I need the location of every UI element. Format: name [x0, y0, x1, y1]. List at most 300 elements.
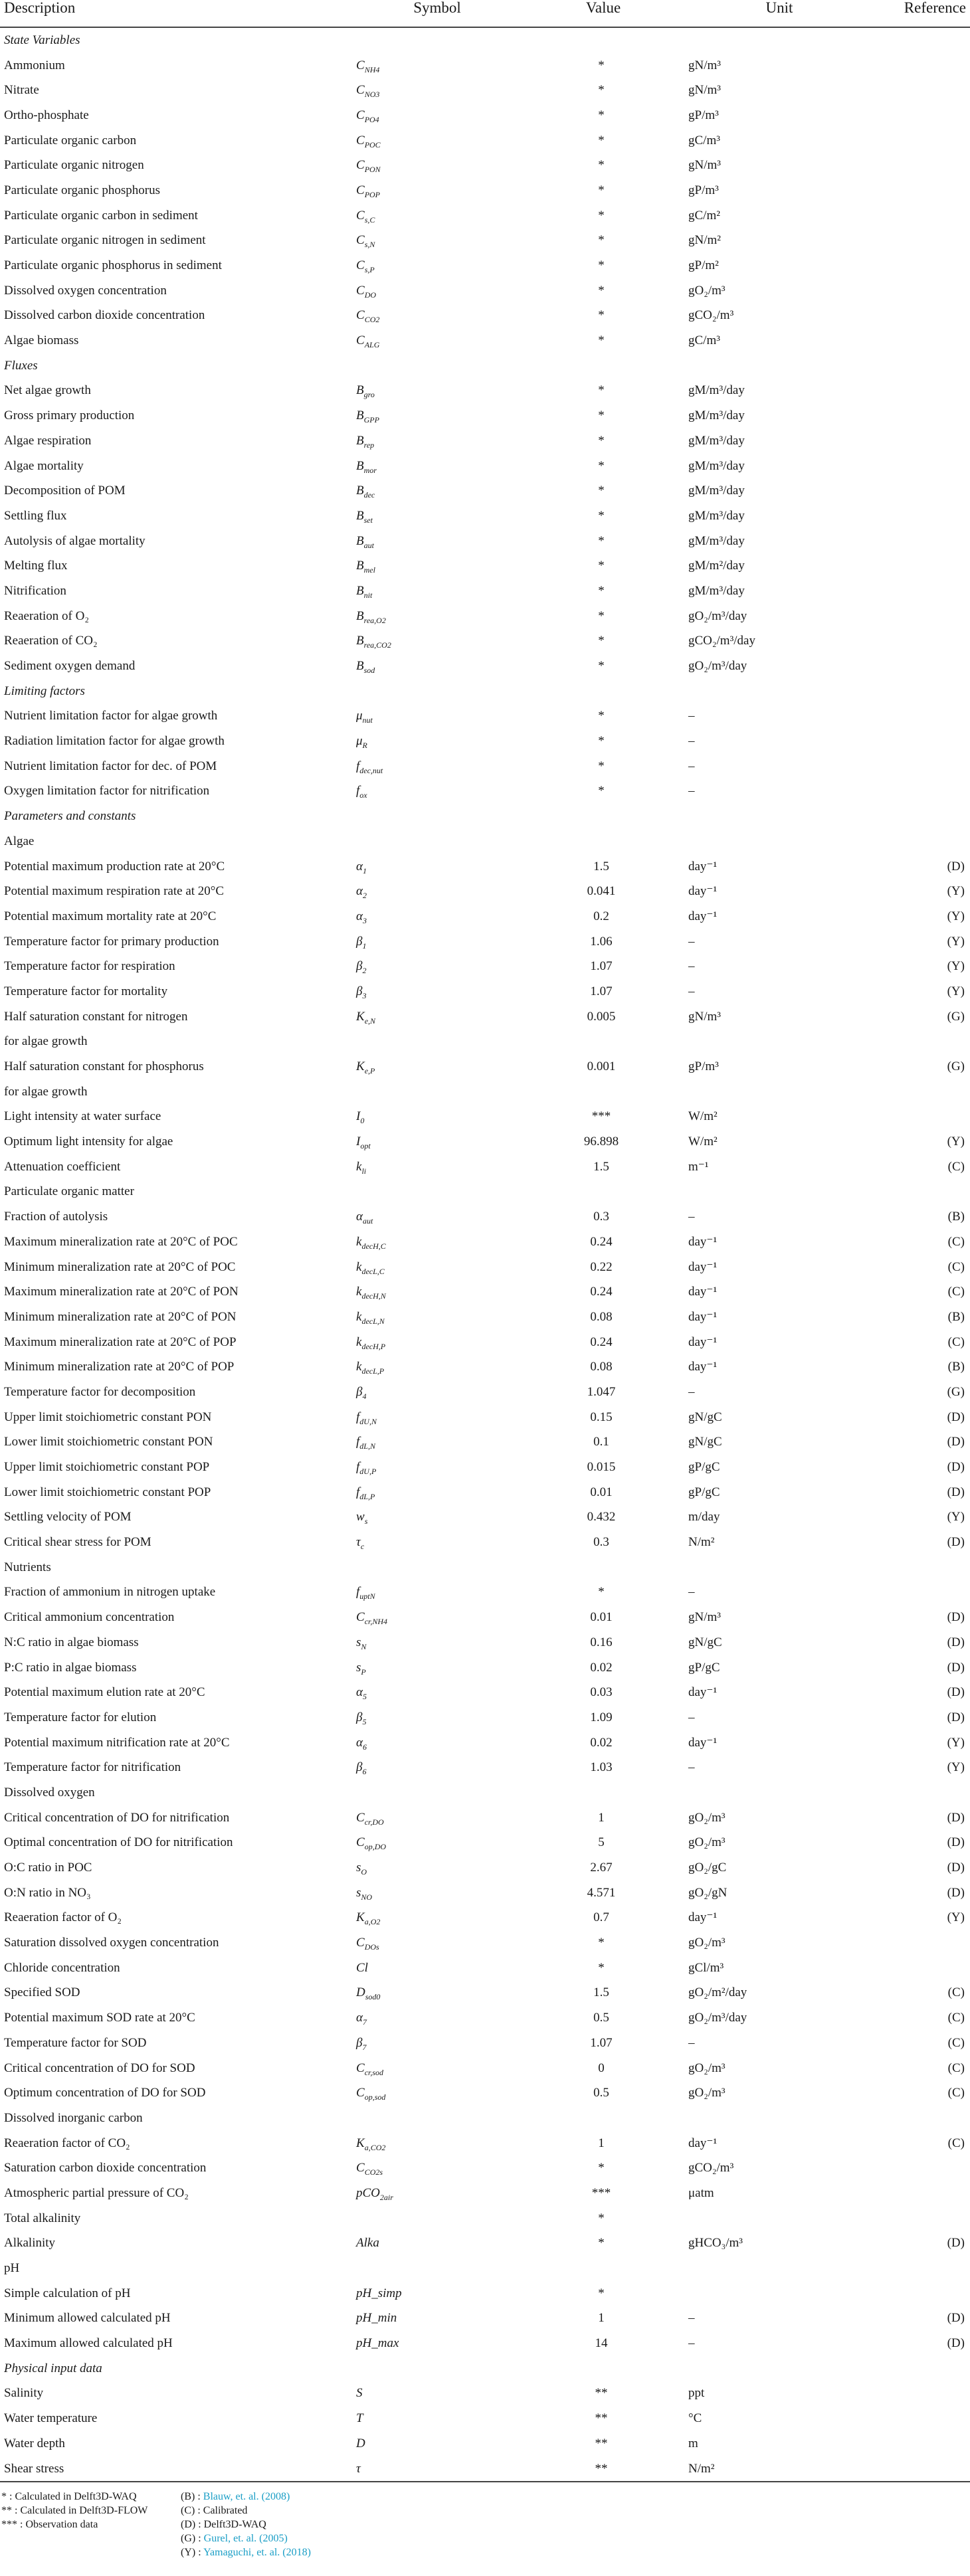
cell-symbol [352, 754, 518, 779]
cell-description: Maximum allowed calculated pH [4, 2336, 173, 2351]
cell-description: Upper limit stoichiometric constant PON [4, 1410, 212, 1424]
cell-symbol [352, 2080, 518, 2106]
cell-unit: gO₂/m³/day [688, 608, 747, 623]
symbol-subscript: 3 [362, 990, 367, 1000]
cell-description: Algae respiration [4, 433, 92, 448]
table-row [0, 829, 970, 854]
cell-unit: gCO₂/m³ [688, 2161, 734, 2175]
symbol-main: pH_min [356, 2311, 397, 2326]
cell-unit: gO₂/m²/day [688, 1985, 747, 2000]
cell-value: 0.041 [587, 884, 616, 899]
cell-description: Algae biomass [4, 333, 79, 348]
header-symbol: Symbol [352, 0, 518, 27]
header-value: Value [518, 0, 684, 27]
empty-cell [870, 829, 970, 854]
cell-unit: gCl/m³ [688, 1960, 724, 1975]
cell-value: 1.07 [590, 959, 613, 974]
cell-unit: – [688, 759, 695, 773]
cell-symbol [352, 1805, 518, 1831]
cell-value: 1 [598, 2136, 605, 2150]
table-row [0, 1154, 970, 1180]
cell-unit: gM/m³/day [688, 583, 745, 598]
cell-value: 1.03 [590, 1760, 613, 1775]
cell-reference [870, 504, 970, 529]
table-row [0, 1956, 970, 1981]
cell-description: Optimal concentration of DO for nitrification [4, 1835, 233, 1850]
cell-description: Water depth [4, 2436, 65, 2450]
cell-symbol [352, 178, 518, 203]
table-row [0, 1981, 970, 2006]
cell-reference: (D) [947, 1861, 965, 1875]
cell-reference [870, 2281, 970, 2306]
cell-unit [684, 2281, 870, 2306]
reference-link[interactable]: Blauw, et. al. (2008) [203, 2491, 290, 2502]
empty-cell [684, 27, 870, 53]
table-row [0, 1930, 970, 1956]
cell-symbol [352, 1505, 518, 1530]
symbol-subscript: sod [363, 665, 375, 675]
cell-description: Particulate organic nitrogen [4, 158, 144, 173]
reference-text: Calibrated [203, 2505, 248, 2516]
cell-value: * [598, 659, 605, 674]
empty-cell [352, 1079, 518, 1105]
cell-description: P:C ratio in algae biomass [4, 1660, 137, 1675]
cell-symbol [352, 278, 518, 304]
footnote-reference [181, 2545, 311, 2559]
cell-unit: gN/gC [688, 1410, 722, 1424]
cell-reference: (Y) [947, 934, 965, 949]
cell-value: 1 [598, 1810, 605, 1825]
cell-unit: gN/m² [688, 233, 721, 248]
symbol-subscript: aut [363, 540, 374, 550]
cell-symbol [352, 1154, 518, 1180]
reference-key: (B) : [181, 2491, 203, 2502]
table-row [0, 1805, 970, 1831]
table-row [0, 804, 970, 829]
cell-unit: gM/m³/day [688, 458, 745, 473]
symbol-main: C [356, 283, 365, 298]
cell-symbol [352, 1129, 518, 1154]
symbol-subscript: op,sod [364, 2092, 386, 2102]
symbol-main: pH_simp [356, 2286, 402, 2300]
cell-value: 0.03 [590, 1685, 613, 1700]
cell-symbol [352, 1105, 518, 1130]
table-row [0, 1881, 970, 1906]
table-row [0, 379, 970, 404]
footnote-reference [181, 2531, 311, 2545]
symbol-subscript: decH,P [361, 1341, 386, 1351]
group-heading: Nutrients [4, 1560, 51, 1574]
cell-unit: gO₂/gN [688, 1885, 728, 1900]
empty-cell [518, 2256, 684, 2281]
symbol-subscript: PON [364, 165, 381, 175]
symbol-subscript: N [361, 1641, 367, 1651]
cell-value: * [598, 1585, 605, 1600]
cell-value: ** [518, 2456, 684, 2482]
table-row [0, 428, 970, 454]
cell-unit: day⁻¹ [688, 1334, 718, 1349]
cell-description: Reaeration factor of CO₂ [4, 2136, 130, 2150]
cell-symbol [352, 1380, 518, 1405]
symbol-main: β [356, 959, 363, 974]
cell-unit: – [688, 1210, 695, 1224]
symbol-subscript: 7 [362, 2017, 367, 2027]
symbol-subscript: cr,NH4 [364, 1616, 388, 1626]
footnote-symbol: * : Calculated in Delft3D-WAQ [1, 2491, 137, 2502]
cell-description: Decomposition of POM [4, 484, 126, 498]
cell-symbol [352, 1906, 518, 1931]
cell-description: Dissolved oxygen concentration [4, 283, 167, 298]
cell-reference [870, 328, 970, 353]
empty-cell [518, 804, 684, 829]
empty-cell [870, 679, 970, 704]
cell-unit: – [688, 959, 695, 974]
symbol-main: C [356, 1936, 365, 1950]
cell-unit: gP/m³ [688, 108, 719, 122]
cell-symbol [352, 1204, 518, 1230]
cell-symbol [352, 2056, 518, 2081]
empty-cell [870, 27, 970, 53]
cell-value: 0.24 [590, 1234, 613, 1249]
cell-description: Ortho-phosphate [4, 108, 89, 122]
cell-description: Oxygen limitation factor for nitrification [4, 784, 210, 798]
cell-symbol [352, 1680, 518, 1705]
empty-cell [684, 2256, 870, 2281]
empty-cell [352, 829, 518, 854]
cell-unit: day⁻¹ [688, 909, 718, 923]
cell-unit: gP/m³ [688, 1059, 719, 1074]
cell-unit: day⁻¹ [688, 1259, 718, 1274]
symbol-subscript: decL,C [361, 1266, 385, 1276]
symbol-main: f [356, 1485, 360, 1499]
cell-reference: (D) [947, 1610, 965, 1625]
cell-unit: – [688, 2336, 695, 2351]
cell-symbol [352, 1054, 518, 1079]
symbol-main: f [356, 759, 360, 773]
table-row [0, 304, 970, 329]
symbol-subscript: rea,O2 [363, 615, 386, 625]
cell-symbol [352, 1655, 518, 1681]
symbol-subscript: li [361, 1166, 367, 1176]
cell-symbol [352, 1956, 518, 1981]
cell-symbol [352, 304, 518, 329]
cell-description: Dissolved carbon dioxide concentration [4, 308, 205, 323]
cell-reference [870, 754, 970, 779]
symbol-main: α [356, 884, 363, 899]
cell-value: 5 [598, 1835, 605, 1850]
cell-unit: m [688, 2436, 698, 2450]
cell-value: * [598, 608, 605, 623]
cell-reference: (C) [947, 2061, 965, 2075]
cell-symbol [352, 379, 518, 404]
cell-reference [870, 428, 970, 454]
table-row [0, 2256, 970, 2281]
cell-value: ** [595, 2411, 608, 2426]
symbol-main: k [356, 1334, 362, 1349]
empty-cell [870, 353, 970, 379]
cell-value: 0.3 [593, 1210, 609, 1224]
cell-reference [870, 2156, 970, 2181]
cell-symbol [352, 2131, 518, 2156]
cell-reference: (B) [947, 1360, 965, 1374]
symbol-subscript: POC [364, 139, 381, 149]
symbol-main: B [356, 533, 364, 548]
cell-value: * [598, 559, 605, 573]
cell-unit: gC/m³ [688, 333, 720, 348]
cell-description: Alkalinity [4, 2236, 56, 2251]
empty-cell [352, 804, 518, 829]
table-row [0, 478, 970, 504]
cell-description: Specified SOD [4, 1985, 80, 2000]
table-row [0, 153, 970, 178]
symbol-subscript: mor [363, 465, 377, 475]
cell-description: Maximum mineralization rate at 20°C of PON [4, 1285, 239, 1299]
table-row [0, 1004, 970, 1030]
cell-unit: gM/m³/day [688, 508, 745, 523]
cell-description: Potential maximum SOD rate at 20°C [4, 2011, 195, 2025]
cell-unit: day⁻¹ [688, 859, 718, 874]
symbol-main: K [356, 1059, 365, 1074]
cell-reference: (B) [947, 1309, 965, 1324]
cell-reference [870, 1956, 970, 1981]
cell-symbol [352, 879, 518, 904]
group-heading: Particulate organic matter [4, 1184, 134, 1199]
table-row [0, 1630, 970, 1655]
cell-reference: (Y) [947, 1735, 965, 1750]
table-row [0, 704, 970, 729]
symbol-main: C [356, 158, 365, 173]
cell-symbol [352, 1930, 518, 1956]
cell-unit: gN/m³ [688, 83, 721, 98]
cell-value: 0.02 [590, 1660, 613, 1675]
symbol-subscript: gro [363, 390, 375, 400]
table-row [0, 27, 970, 53]
cell-value: * [598, 208, 605, 223]
empty-cell [870, 1180, 970, 1205]
cell-reference: (C) [947, 1159, 965, 1174]
cell-value: 0.5 [593, 2011, 609, 2025]
cell-reference [870, 379, 970, 404]
cell-symbol [352, 704, 518, 729]
cell-reference [870, 178, 970, 203]
table-row [0, 1605, 970, 1630]
cell-unit: – [688, 709, 695, 723]
cell-unit: day⁻¹ [688, 1360, 718, 1374]
reference-link[interactable]: Gurel, et. al. (2005) [203, 2533, 288, 2544]
symbol-subscript: 6 [362, 1767, 367, 1777]
symbol-main: C [356, 1610, 365, 1625]
table-row [0, 504, 970, 529]
cell-description: Upper limit stoichiometric constant POP [4, 1460, 210, 1475]
empty-cell [684, 1780, 870, 1805]
empty-cell [870, 804, 970, 829]
cell-symbol [352, 979, 518, 1004]
footnote-symbol: *** : Observation data [1, 2519, 98, 2530]
cell-symbol [352, 2406, 518, 2431]
cell-reference [870, 304, 970, 329]
cell-description: Fraction of ammonium in nitrogen uptake [4, 1585, 216, 1600]
cell-symbol [352, 1430, 518, 1455]
cell-value: 0.22 [590, 1259, 613, 1274]
header-description: Description [0, 0, 352, 27]
cell-unit: gM/m³/day [688, 433, 745, 448]
table-row [0, 1780, 970, 1805]
table-row [0, 1680, 970, 1705]
cell-symbol [352, 1630, 518, 1655]
empty-cell [352, 679, 518, 704]
reference-link[interactable]: Yamaguchi, et. al. (2018) [203, 2547, 311, 2558]
symbol-main: β [356, 984, 363, 998]
symbol-main: Alka [356, 2236, 379, 2251]
cell-symbol [352, 529, 518, 554]
cell-reference [870, 553, 970, 579]
table-row [0, 1530, 970, 1555]
symbol-subscript: 1 [362, 866, 367, 875]
cell-description: Fraction of autolysis [4, 1210, 108, 1224]
cell-reference [870, 654, 970, 679]
cell-reference: (C) [947, 1259, 965, 1274]
cell-value: 1.06 [590, 934, 613, 949]
empty-cell [518, 2106, 684, 2131]
cell-description: Half saturation constant for phosphorus [4, 1059, 204, 1074]
cell-description: Potential maximum elution rate at 20°C [4, 1685, 205, 1700]
table-row [0, 1230, 970, 1255]
symbol-subscript: dL,P [359, 1491, 375, 1501]
table-row [0, 2381, 970, 2407]
cell-symbol [352, 1730, 518, 1756]
cell-value: * [598, 83, 605, 98]
table-row [0, 1831, 970, 1856]
cell-value: * [598, 258, 605, 273]
symbol-subscript: sod0 [365, 1992, 381, 2002]
cell-unit: – [688, 934, 695, 949]
table-row [0, 1105, 970, 1130]
symbol-subscript: nit [363, 590, 373, 600]
symbol-main: D [356, 2436, 365, 2450]
symbol-subscript: DO [364, 290, 377, 300]
cell-unit: gM/m³/day [688, 409, 745, 423]
cell-reference [870, 53, 970, 78]
table-row [0, 553, 970, 579]
table-row [0, 2231, 970, 2256]
table-row [0, 1505, 970, 1530]
cell-value: * [598, 308, 605, 323]
table-row [0, 1455, 970, 1480]
cell-unit: gM/m²/day [688, 559, 745, 573]
cell-reference: (Y) [947, 1135, 965, 1149]
symbol-main: B [356, 583, 364, 598]
cell-unit: ppt [688, 2386, 705, 2401]
cell-description: Nitrate [4, 83, 39, 98]
cell-reference [870, 203, 970, 229]
cell-unit: m/day [688, 1510, 720, 1524]
table-row [0, 954, 970, 979]
symbol-main: B [356, 634, 364, 648]
cell-value: ** [595, 2386, 608, 2401]
cell-reference: (C) [947, 2011, 965, 2025]
cell-description: Melting flux [4, 559, 68, 573]
symbol-main: C [356, 1835, 365, 1850]
cell-reference [870, 478, 970, 504]
cell-unit: day⁻¹ [688, 1285, 718, 1299]
table-row [0, 1180, 970, 1205]
cell-reference [870, 103, 970, 128]
cell-unit: gCO₂/m³/day [688, 634, 755, 648]
footnotes-references [181, 2490, 311, 2559]
cell-unit: – [688, 734, 695, 749]
symbol-subscript: P [361, 1667, 366, 1677]
footnote-reference [181, 2490, 311, 2504]
cell-unit: day⁻¹ [688, 2136, 718, 2150]
cell-symbol [352, 854, 518, 879]
symbol-subscript: ALG [364, 339, 380, 349]
symbol-subscript: R [362, 740, 367, 750]
table-row [0, 2056, 970, 2081]
cell-reference: (D) [947, 1535, 965, 1550]
symbol-subscript: nut [362, 715, 373, 725]
table-row [0, 1305, 970, 1330]
cell-description: Particulate organic carbon [4, 133, 137, 147]
table-row [0, 2356, 970, 2381]
table-row [0, 253, 970, 278]
table-row [0, 1279, 970, 1305]
empty-cell [684, 2106, 870, 2131]
cell-unit: gO₂/m³ [688, 2086, 726, 2100]
symbol-subscript: s,C [364, 215, 375, 225]
cell-symbol [352, 1455, 518, 1480]
cell-value: 0.3 [593, 1535, 609, 1550]
symbol-subscript: 6 [362, 1742, 367, 1752]
cell-value: * [598, 158, 605, 173]
cell-symbol [352, 954, 518, 979]
symbol-subscript: e,N [364, 1016, 376, 1026]
cell-unit: gO₂/m³ [688, 2061, 726, 2075]
cell-unit: – [688, 1384, 695, 1399]
cell-reference [870, 403, 970, 428]
symbol-main: B [356, 409, 364, 423]
table-row [0, 229, 970, 254]
cell-reference: (C) [947, 2136, 965, 2150]
symbol-main: α [356, 2011, 363, 2025]
cell-unit: – [688, 2035, 695, 2050]
group-heading: Algae [4, 834, 35, 848]
cell-description: Lower limit stoichiometric constant POP [4, 1485, 211, 1499]
cell-unit: gO₂/m³ [688, 1936, 726, 1950]
symbol-subscript: 2 [362, 891, 367, 901]
cell-description: Maximum mineralization rate at 20°C of POP [4, 1334, 237, 1349]
symbol-main: k [356, 1360, 362, 1374]
section-heading: Limiting factors [4, 684, 85, 698]
symbol-subscript: c [360, 1541, 365, 1551]
cell-symbol [352, 654, 518, 679]
symbol-main: μ [356, 734, 363, 749]
symbol-subscript: 5 [362, 1692, 367, 1702]
symbol-subscript: cr,sod [364, 2067, 384, 2077]
cell-value: *** [591, 1109, 611, 1124]
table-row [0, 128, 970, 153]
cell-unit: W/m² [688, 1135, 718, 1149]
cell-value: * [598, 333, 605, 348]
cell-description: Potential maximum respiration rate at 20°C [4, 884, 225, 899]
cell-description: O:N ratio in NO₃ [4, 1885, 91, 1900]
table-row [0, 1730, 970, 1756]
table-row [0, 779, 970, 804]
cell-symbol [352, 428, 518, 454]
table-row [0, 1655, 970, 1681]
table-row [0, 2106, 970, 2131]
cell-symbol [352, 478, 518, 504]
table-row [0, 2131, 970, 2156]
